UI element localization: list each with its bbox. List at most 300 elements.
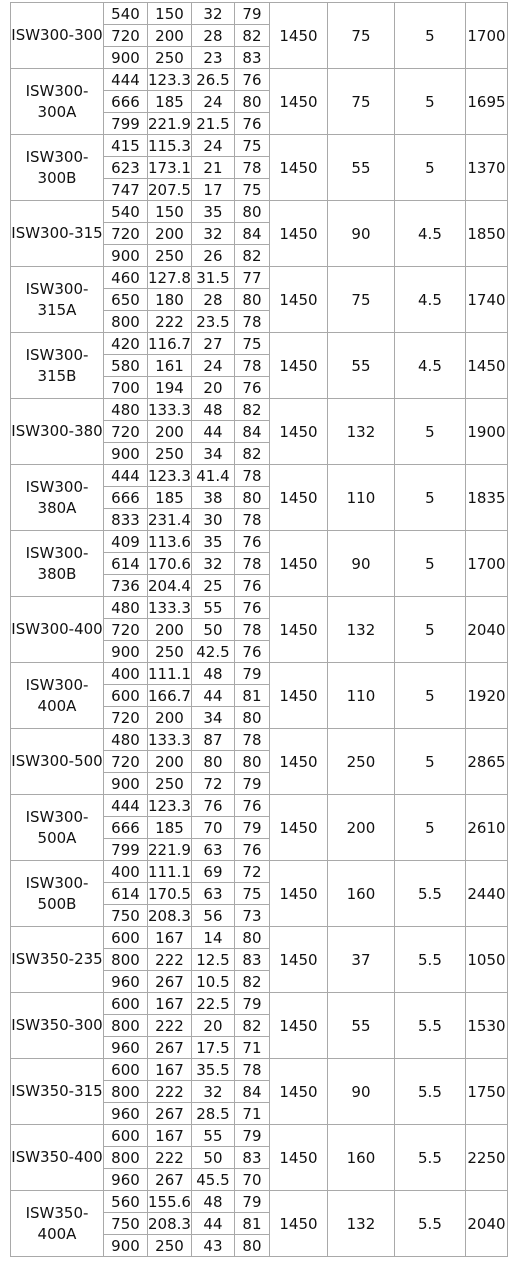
flow-m3h-cell: 400 [104,663,148,685]
table-row [11,201,508,223]
efficiency-cell: 80 [234,201,269,223]
flow-m3h-cell: 650 [104,289,148,311]
flow-m3h-cell: 960 [104,971,148,993]
speed-cell: 1450 [269,663,327,729]
flow-ls-cell: 123.3 [148,466,191,485]
efficiency-cell: 75 [234,135,269,157]
flow-ls-cell: 222 [148,1147,192,1169]
flow-m3h-cell: 415 [104,135,148,157]
head-cell: 55 [191,597,234,619]
flow-m3h-cell: 540 [104,201,148,223]
head-cell: 35.5 [191,1059,234,1081]
efficiency-cell: 82 [234,443,269,465]
efficiency-cell: 76 [234,377,269,399]
efficiency-cell: 76 [234,839,269,861]
model-cell: ISW350-235 [11,927,104,993]
npsh-cell: 5.5 [394,927,465,993]
speed-cell: 1450 [269,795,327,861]
head-cell: 17 [191,179,234,201]
flow-m3h-cell: 720 [104,421,148,443]
flow-ls-cell: 222 [148,1081,192,1103]
weight-cell: 1695 [465,69,507,135]
head-cell: 48 [191,663,234,685]
table-row [11,399,508,421]
npsh-cell: 5 [394,465,465,531]
efficiency-cell: 71 [234,1103,269,1125]
speed-cell: 1450 [269,201,327,267]
head-cell: 17.5 [191,1037,234,1059]
speed-cell: 1450 [269,465,327,531]
efficiency-cell: 76 [234,531,269,553]
table-row [11,267,508,289]
head-cell: 69 [191,861,234,883]
flow-ls-cell: 170.5 [148,884,191,903]
npsh-cell: 5 [394,597,465,663]
speed-cell: 1450 [269,333,327,399]
head-cell: 48 [191,1191,234,1213]
flow-ls-cell: 208.3 [148,1214,191,1233]
efficiency-cell: 79 [234,817,269,839]
head-cell: 70 [191,817,234,839]
pump-spec-table [10,2,508,1257]
head-cell: 22.5 [191,993,234,1015]
model-cell: ISW350-300 [11,993,104,1059]
power-cell: 55 [327,993,394,1059]
power-cell: 160 [327,1125,394,1191]
power-cell: 132 [327,399,394,465]
flow-m3h-cell: 480 [104,399,148,421]
weight-cell: 1450 [465,333,507,399]
head-cell: 41.4 [191,465,234,487]
head-cell: 63 [191,883,234,905]
weight-cell: 2865 [465,729,507,795]
head-cell: 28 [191,289,234,311]
weight-cell: 1370 [465,135,507,201]
efficiency-cell: 80 [234,1235,269,1257]
npsh-cell: 4.5 [394,267,465,333]
head-cell: 23.5 [191,311,234,333]
flow-ls-cell: 267 [148,1037,192,1059]
head-cell: 63 [191,839,234,861]
flow-ls-cell: 200 [148,25,192,47]
weight-cell: 2610 [465,795,507,861]
flow-ls-cell: 123.3 [148,70,191,89]
flow-m3h-cell: 600 [104,1059,148,1081]
flow-ls-cell: 267 [148,971,192,993]
flow-ls-cell: 166.7 [148,686,191,705]
flow-m3h-cell: 800 [104,1015,148,1037]
flow-ls-cell: 127.8 [148,268,191,287]
weight-cell: 1530 [465,993,507,1059]
flow-ls-cell: 185 [148,487,192,509]
head-cell: 35 [191,201,234,223]
npsh-cell: 5.5 [394,1059,465,1125]
flow-ls-cell: 208.3 [148,906,191,925]
flow-ls-cell: 222 [148,949,192,971]
flow-m3h-cell: 747 [104,179,148,201]
table-row [11,663,508,685]
flow-m3h-cell: 833 [104,509,148,531]
head-cell: 26.5 [191,69,234,91]
flow-ls-cell: 111.1 [148,664,191,683]
weight-cell: 2040 [465,597,507,663]
flow-m3h-cell: 614 [104,883,148,905]
flow-m3h-cell: 560 [104,1191,148,1213]
power-cell: 55 [327,135,394,201]
efficiency-cell: 72 [234,861,269,883]
efficiency-cell: 76 [234,113,269,135]
npsh-cell: 5 [394,69,465,135]
head-cell: 24 [191,355,234,377]
head-cell: 35 [191,531,234,553]
head-cell: 14 [191,927,234,949]
speed-cell: 1450 [269,3,327,69]
head-cell: 34 [191,443,234,465]
efficiency-cell: 75 [234,333,269,355]
flow-ls-cell: 180 [148,289,192,311]
flow-m3h-cell: 444 [104,795,148,817]
head-cell: 44 [191,421,234,443]
power-cell: 160 [327,861,394,927]
npsh-cell: 5.5 [394,1125,465,1191]
efficiency-cell: 78 [234,553,269,575]
head-cell: 45.5 [191,1169,234,1191]
model-cell: ISW300-500 [11,729,104,795]
flow-ls-cell: 150 [148,3,192,25]
head-cell: 50 [191,619,234,641]
table-row [11,1125,508,1147]
flow-m3h-cell: 720 [104,25,148,47]
power-cell: 55 [327,333,394,399]
efficiency-cell: 76 [234,641,269,663]
power-cell: 37 [327,927,394,993]
head-cell: 12.5 [191,949,234,971]
efficiency-cell: 80 [234,707,269,729]
flow-ls-cell: 167 [148,1125,192,1147]
speed-cell: 1450 [269,399,327,465]
table-row [11,795,508,817]
table-row [11,993,508,1015]
weight-cell: 1850 [465,201,507,267]
flow-m3h-cell: 480 [104,597,148,619]
flow-ls-cell: 170.6 [148,554,191,573]
npsh-cell: 5 [394,135,465,201]
flow-ls-cell: 250 [148,641,192,663]
flow-ls-cell: 207.5 [148,180,191,199]
flow-ls-cell: 250 [148,1235,192,1257]
efficiency-cell: 84 [234,1081,269,1103]
flow-ls-cell: 115.3 [148,136,191,155]
weight-cell: 2440 [465,861,507,927]
model-cell: ISW300-380 [11,399,104,465]
npsh-cell: 5.5 [394,993,465,1059]
npsh-cell: 4.5 [394,201,465,267]
efficiency-cell: 80 [234,487,269,509]
table-row [11,465,508,487]
efficiency-cell: 79 [234,1125,269,1147]
model-cell: ISW300-315A [11,267,104,333]
model-cell: ISW300-400 [11,597,104,663]
efficiency-cell: 80 [234,91,269,113]
speed-cell: 1450 [269,993,327,1059]
flow-m3h-cell: 580 [104,355,148,377]
head-cell: 76 [191,795,234,817]
flow-ls-cell: 113.6 [148,532,191,551]
flow-m3h-cell: 444 [104,465,148,487]
flow-m3h-cell: 666 [104,91,148,113]
efficiency-cell: 82 [234,245,269,267]
weight-cell: 1740 [465,267,507,333]
head-cell: 27 [191,333,234,355]
flow-ls-cell: 222 [148,1015,192,1037]
model-cell: ISW300-315 [11,201,104,267]
efficiency-cell: 73 [234,905,269,927]
efficiency-cell: 82 [234,25,269,47]
head-cell: 72 [191,773,234,795]
efficiency-cell: 79 [234,1191,269,1213]
flow-m3h-cell: 600 [104,993,148,1015]
flow-m3h-cell: 720 [104,751,148,773]
head-cell: 21.5 [191,113,234,135]
head-cell: 21 [191,157,234,179]
flow-m3h-cell: 600 [104,685,148,707]
npsh-cell: 5 [394,663,465,729]
table-row [11,861,508,883]
head-cell: 26 [191,245,234,267]
power-cell: 90 [327,201,394,267]
efficiency-cell: 79 [234,3,269,25]
flow-m3h-cell: 799 [104,839,148,861]
efficiency-cell: 78 [234,619,269,641]
table-row [11,135,508,157]
speed-cell: 1450 [269,267,327,333]
flow-ls-cell: 161 [148,355,192,377]
power-cell: 75 [327,3,394,69]
flow-ls-cell: 185 [148,817,192,839]
npsh-cell: 5.5 [394,1191,465,1257]
head-cell: 80 [191,751,234,773]
power-cell: 132 [327,1191,394,1257]
efficiency-cell: 81 [234,1213,269,1235]
power-cell: 132 [327,597,394,663]
flow-m3h-cell: 799 [104,113,148,135]
head-cell: 55 [191,1125,234,1147]
efficiency-cell: 78 [234,311,269,333]
flow-ls-cell: 111.1 [148,862,191,881]
efficiency-cell: 80 [234,289,269,311]
power-cell: 250 [327,729,394,795]
flow-ls-cell: 250 [148,47,192,69]
flow-m3h-cell: 900 [104,773,148,795]
flow-m3h-cell: 900 [104,641,148,663]
speed-cell: 1450 [269,531,327,597]
efficiency-cell: 78 [234,465,269,487]
flow-m3h-cell: 720 [104,223,148,245]
npsh-cell: 5 [394,729,465,795]
head-cell: 25 [191,575,234,597]
head-cell: 48 [191,399,234,421]
table-row [11,729,508,751]
weight-cell: 1920 [465,663,507,729]
flow-ls-cell: 222 [148,311,192,333]
speed-cell: 1450 [269,135,327,201]
weight-cell: 2250 [465,1125,507,1191]
flow-m3h-cell: 540 [104,3,148,25]
flow-m3h-cell: 460 [104,267,148,289]
npsh-cell: 5.5 [394,861,465,927]
efficiency-cell: 76 [234,575,269,597]
flow-m3h-cell: 666 [104,487,148,509]
efficiency-cell: 79 [234,993,269,1015]
flow-m3h-cell: 800 [104,311,148,333]
efficiency-cell: 76 [234,597,269,619]
flow-m3h-cell: 444 [104,69,148,91]
efficiency-cell: 83 [234,1147,269,1169]
head-cell: 24 [191,91,234,113]
weight-cell: 1900 [465,399,507,465]
efficiency-cell: 78 [234,355,269,377]
head-cell: 20 [191,1015,234,1037]
flow-m3h-cell: 720 [104,619,148,641]
npsh-cell: 4.5 [394,333,465,399]
head-cell: 32 [191,223,234,245]
flow-ls-cell: 267 [148,1103,192,1125]
table-row [11,333,508,355]
weight-cell: 2040 [465,1191,507,1257]
weight-cell: 1750 [465,1059,507,1125]
flow-ls-cell: 231.4 [148,510,191,529]
weight-cell: 1835 [465,465,507,531]
flow-ls-cell: 267 [148,1169,192,1191]
npsh-cell: 5 [394,531,465,597]
head-cell: 50 [191,1147,234,1169]
speed-cell: 1450 [269,1191,327,1257]
flow-m3h-cell: 600 [104,927,148,949]
head-cell: 28 [191,25,234,47]
flow-ls-cell: 167 [148,1059,192,1081]
flow-ls-cell: 204.4 [148,576,191,595]
power-cell: 110 [327,663,394,729]
model-cell: ISW300-400A [11,663,104,729]
weight-cell: 1700 [465,531,507,597]
flow-ls-cell: 155.6 [148,1192,191,1211]
speed-cell: 1450 [269,69,327,135]
efficiency-cell: 70 [234,1169,269,1191]
flow-ls-cell: 116.7 [148,334,191,353]
efficiency-cell: 82 [234,1015,269,1037]
npsh-cell: 5 [394,795,465,861]
flow-ls-cell: 200 [148,751,192,773]
efficiency-cell: 82 [234,399,269,421]
weight-cell: 1700 [465,3,507,69]
speed-cell: 1450 [269,1125,327,1191]
weight-cell: 1050 [465,927,507,993]
flow-ls-cell: 200 [148,223,192,245]
efficiency-cell: 84 [234,421,269,443]
flow-m3h-cell: 614 [104,553,148,575]
head-cell: 23 [191,47,234,69]
power-cell: 75 [327,69,394,135]
flow-m3h-cell: 900 [104,1235,148,1257]
model-cell: ISW300-380A [11,465,104,531]
power-cell: 75 [327,267,394,333]
efficiency-cell: 75 [234,179,269,201]
efficiency-cell: 84 [234,223,269,245]
model-cell: ISW300-300B [11,135,104,201]
flow-ls-cell: 221.9 [148,840,191,859]
flow-m3h-cell: 900 [104,443,148,465]
flow-ls-cell: 250 [148,443,192,465]
power-cell: 90 [327,1059,394,1125]
model-cell: ISW300-300 [11,3,104,69]
head-cell: 28.5 [191,1103,234,1125]
flow-ls-cell: 173.1 [148,158,191,177]
efficiency-cell: 80 [234,927,269,949]
head-cell: 32 [191,1081,234,1103]
table-row [11,1059,508,1081]
flow-m3h-cell: 900 [104,47,148,69]
flow-ls-cell: 133.3 [148,598,191,617]
head-cell: 43 [191,1235,234,1257]
flow-ls-cell: 200 [148,707,192,729]
head-cell: 32 [191,3,234,25]
efficiency-cell: 75 [234,883,269,905]
model-cell: ISW300-380B [11,531,104,597]
head-cell: 44 [191,685,234,707]
flow-ls-cell: 133.3 [148,730,191,749]
table-row [11,1191,508,1213]
flow-m3h-cell: 420 [104,333,148,355]
efficiency-cell: 82 [234,971,269,993]
model-cell: ISW300-315B [11,333,104,399]
efficiency-cell: 78 [234,1059,269,1081]
flow-m3h-cell: 800 [104,1081,148,1103]
model-cell: ISW300-300A [11,69,104,135]
power-cell: 90 [327,531,394,597]
efficiency-cell: 81 [234,685,269,707]
head-cell: 42.5 [191,641,234,663]
speed-cell: 1450 [269,1059,327,1125]
head-cell: 87 [191,729,234,751]
efficiency-cell: 83 [234,47,269,69]
head-cell: 20 [191,377,234,399]
table-row [11,531,508,553]
head-cell: 32 [191,553,234,575]
flow-m3h-cell: 800 [104,949,148,971]
flow-m3h-cell: 960 [104,1169,148,1191]
speed-cell: 1450 [269,927,327,993]
head-cell: 44 [191,1213,234,1235]
flow-m3h-cell: 623 [104,157,148,179]
flow-ls-cell: 150 [148,201,192,223]
table-row [11,69,508,91]
flow-m3h-cell: 736 [104,575,148,597]
power-cell: 200 [327,795,394,861]
head-cell: 38 [191,487,234,509]
flow-ls-cell: 167 [148,993,192,1015]
flow-ls-cell: 185 [148,91,192,113]
model-cell: ISW300-500A [11,795,104,861]
flow-m3h-cell: 409 [104,531,148,553]
flow-ls-cell: 250 [148,245,192,267]
efficiency-cell: 83 [234,949,269,971]
flow-m3h-cell: 400 [104,861,148,883]
head-cell: 56 [191,905,234,927]
npsh-cell: 5 [394,399,465,465]
speed-cell: 1450 [269,861,327,927]
flow-ls-cell: 250 [148,773,192,795]
speed-cell: 1450 [269,597,327,663]
